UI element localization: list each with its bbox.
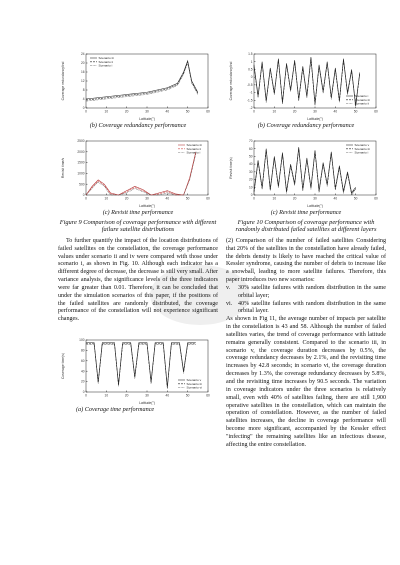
x-tick-label: 40	[165, 393, 170, 398]
x-tick-label: 30	[145, 393, 149, 398]
subfigure-caption: (b) Coverage redundancy performance	[89, 122, 187, 129]
legend-label: Scenario i	[98, 63, 113, 68]
y-axis-label: Revisit time(s)	[229, 157, 233, 179]
series-line	[86, 152, 196, 195]
y-tick-label: 0	[250, 193, 253, 198]
legend-label: Scenario i	[354, 94, 369, 98]
figure-9-title: Figure 9 Comparison of coverage performance with different failure satellite distributions	[59, 219, 217, 234]
y-tick-label: 1500	[77, 160, 85, 165]
y-tick-label: 0.5	[248, 67, 253, 72]
figure-11-coverage-time	[58, 336, 218, 413]
legend-label: Scenario i	[354, 150, 369, 155]
x-tick-label: 0	[85, 196, 87, 201]
legend-label: Scenario iii	[98, 56, 114, 60]
legend-label: Scenario iii	[354, 146, 370, 151]
y-tick-label: 40	[248, 162, 253, 167]
left-column	[58, 0, 218, 413]
subfigure-caption: (a) Coverage time performance	[76, 406, 155, 414]
chart-10b-redundancy	[226, 50, 386, 122]
x-tick-label: 50	[353, 196, 358, 201]
y-tick-label: 0	[250, 75, 253, 80]
subfigure-caption: (c) Revisit time performance	[270, 209, 342, 216]
legend-label: Scenario iii	[186, 143, 202, 147]
x-tick-label: 50	[185, 109, 190, 114]
x-tick-label: 10	[272, 196, 277, 201]
x-axis-label: Latitude(°)	[307, 117, 323, 121]
x-axis-label: Latitude(°)	[139, 204, 155, 208]
list-number: vi.	[226, 300, 233, 307]
list-number: v.	[226, 284, 231, 291]
y-tick-label: 0	[82, 106, 85, 111]
x-axis-label: Latitude(°)	[139, 401, 155, 406]
y-tick-label: 40	[80, 369, 85, 374]
y-tick-label: 1	[250, 59, 253, 64]
x-tick-label: 0	[85, 109, 87, 114]
y-tick-label: 60	[80, 358, 85, 363]
scenario-list	[226, 285, 386, 316]
y-tick-label: 4	[82, 97, 85, 102]
subfigure-caption: (b) Coverage redundancy performance	[257, 122, 355, 129]
chart-9c-revisit	[58, 137, 218, 209]
y-tick-label: 16	[80, 70, 85, 75]
legend-label: Scenario iii	[186, 381, 202, 386]
y-tick-label: -1	[249, 90, 253, 95]
x-tick-label: 30	[145, 196, 149, 201]
y-axis-label: Coverage time(s)	[61, 353, 65, 380]
body-paragraph: To further quantify the impact of the location distributions of failed satellites on the constellation, the coverage performance values under scenario ii and iv were compared with those under scenario i, as shown in Fig. 10. Although each indicator has a different degree of decrease, the decrease is still very small. After variance analysis, the significance levels of the three indicators were far greater than 0.01. Therefore, it can be concluded that under the simulation scenarios of this paper, if the positions of the failed satellites are randomly distributed, the coverage performance of the constellation will not experience significant changes.	[58, 237, 218, 323]
right-column	[226, 0, 386, 450]
x-axis-label: Latitude(°)	[307, 204, 323, 208]
x-tick-label: 40	[333, 109, 338, 114]
y-tick-label: 500	[79, 182, 85, 187]
legend-label: Scenario ii	[186, 146, 201, 151]
list-item	[226, 301, 386, 317]
subfigure-caption: (c) Revisit time performance	[102, 209, 174, 216]
legend-label: Scenario vi	[186, 385, 202, 390]
y-tick-label: -0.5	[247, 82, 253, 87]
series-line	[254, 58, 360, 106]
x-tick-label: 30	[313, 109, 317, 114]
x-tick-label: 20	[292, 109, 297, 114]
list-item	[226, 285, 386, 301]
chart-10c-revisit	[226, 137, 386, 209]
y-tick-label: 10	[248, 185, 253, 190]
list-text: 40% satellite failures with random distribution in the same orbital layer.	[238, 300, 386, 315]
x-tick-label: 20	[124, 393, 129, 398]
series-line	[254, 59, 360, 107]
x-tick-label: 10	[104, 109, 109, 114]
figure-9-revisit	[58, 137, 218, 216]
series-line	[86, 345, 196, 389]
y-tick-label: 30	[248, 169, 253, 174]
y-tick-label: 0	[82, 390, 85, 395]
legend-label: Scenario v	[354, 143, 370, 147]
y-tick-label: -2	[249, 106, 253, 111]
body-paragraph: (2) Comparison of the number of failed satellites Considering that 20% of the satellites in the constellation have already failed, the debris density is likely to have reached the critical value of Kessler syndrome, causing the number of debris to increase like a snowball, leading to more satellite failures. Therefore, this paper introduces two new scenarios:	[226, 237, 386, 284]
x-tick-label: 10	[272, 109, 277, 114]
y-tick-label: 24	[80, 52, 85, 57]
chart-9b-redundancy	[58, 50, 218, 122]
x-tick-label: 40	[165, 109, 170, 114]
series-line	[86, 63, 198, 101]
x-tick-label: 50	[353, 109, 358, 114]
x-tick-label: 20	[124, 109, 129, 114]
legend-label: Scenario ii	[354, 101, 369, 106]
y-axis-label: Coverage redundancy/ind	[229, 61, 233, 101]
y-tick-label: 80	[80, 348, 85, 353]
y-tick-label: 0	[82, 193, 85, 198]
legend-label: Scenario i	[186, 150, 201, 155]
y-tick-label: 12	[80, 79, 85, 84]
y-tick-label: 1000	[77, 171, 85, 176]
figure-10-revisit	[226, 137, 386, 216]
x-tick-label: 0	[253, 196, 255, 201]
body-paragraph: As shown in Fig 11, the average number of impacts per satellite in the constellation is 43 and 58. Although the number of failed satellites varies, the trend of coverage performance with latitude remains generally consistent. Compared to the scenario iii, in scenario v, the coverage duration decreases by 0.5%, the coverage redundancy decreases by 2.1%, and the revisiting time increases by 42.8 seconds; in scenario vi, the coverage duration decreases by 1.3%, the coverage redundancy decreases by 5.8%, and the revisiting time increases by 90.5 seconds. The variation in coverage indicators under the three scenarios is relatively small, even with 40% of satellites failing, there are still 1,900 operative satellites in the constellation, which can maintain the operation of constellation. However, as the number of failed satellites increases, the decline in coverage performance will become more significant, accompanied by the Kessler effect "infecting" the remaining satellites like an infectious disease, affecting the entire constellation.	[226, 316, 386, 448]
series-line	[86, 344, 196, 388]
x-tick-label: 0	[85, 393, 87, 398]
legend-label: Scenario ii	[98, 59, 113, 64]
figure-10-title: Figure 10 Comparison of coverage performance with randomly distributed failed satellites at different layers	[235, 219, 377, 234]
y-tick-label: 20	[80, 379, 85, 384]
y-tick-label: 60	[248, 146, 253, 151]
x-tick-label: 20	[124, 196, 129, 201]
y-axis-label: Revisit time/s	[61, 157, 65, 179]
x-tick-label: 50	[185, 196, 190, 201]
x-tick-label: 10	[104, 196, 109, 201]
y-tick-label: 20	[248, 177, 253, 182]
x-tick-label: 40	[165, 196, 170, 201]
x-tick-label: 60	[206, 109, 210, 114]
y-tick-label: -1.5	[247, 98, 253, 103]
x-tick-label: 10	[104, 393, 109, 398]
series-line	[254, 147, 356, 193]
x-tick-label: 50	[185, 393, 190, 398]
x-tick-label: 60	[374, 109, 378, 114]
chart-11a-coverage-time	[58, 336, 218, 406]
list-text: 30% satellite failures with random distribution in the same orbital layer;	[238, 284, 386, 299]
x-tick-label: 30	[313, 196, 317, 201]
y-tick-label: 20	[80, 61, 85, 66]
x-tick-label: 60	[374, 196, 378, 201]
x-tick-label: 60	[206, 393, 210, 398]
x-tick-label: 20	[292, 196, 297, 201]
legend-label: Scenario v	[186, 378, 202, 383]
figure-9-redundancy	[58, 50, 218, 129]
y-tick-label: 8	[82, 88, 85, 93]
y-tick-label: 2500	[77, 139, 85, 144]
legend-label: Scenario iii	[354, 97, 370, 102]
x-tick-label: 40	[333, 196, 338, 201]
x-axis-label: Latitude(°)	[139, 117, 155, 121]
y-tick-label: 2000	[77, 149, 85, 154]
y-axis-label: Coverage redundancy/ind	[61, 61, 65, 101]
x-tick-label: 30	[145, 109, 149, 114]
figure-10-redundancy	[226, 50, 386, 129]
x-tick-label: 60	[206, 196, 210, 201]
y-tick-label: 70	[248, 139, 253, 144]
y-tick-label: 50	[248, 154, 253, 159]
x-tick-label: 0	[253, 109, 255, 114]
y-tick-label: 100	[79, 338, 85, 343]
y-tick-label: 1.5	[248, 52, 253, 57]
